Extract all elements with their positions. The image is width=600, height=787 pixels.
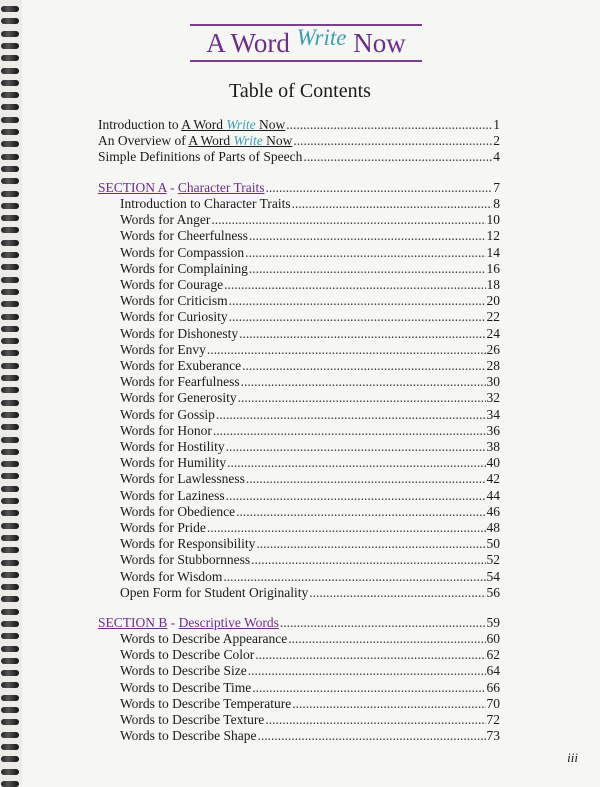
spiral-ring	[1, 670, 19, 676]
toc-page-number: 73	[486, 728, 500, 744]
spiral-ring	[1, 510, 19, 516]
spiral-ring	[1, 387, 19, 393]
toc-subentry[interactable]	[120, 228, 500, 244]
dot-leader	[249, 261, 486, 277]
spiral-ring	[1, 18, 19, 24]
brand-text-write: Write	[296, 25, 347, 50]
dot-leader	[258, 728, 486, 744]
toc-subentry[interactable]	[120, 585, 500, 601]
toc-subentry[interactable]	[120, 536, 500, 552]
spiral-ring	[1, 252, 19, 258]
section-prefix: SECTION A	[98, 180, 167, 195]
spiral-ring	[1, 191, 19, 197]
spiral-ring	[1, 473, 19, 479]
toc-subentry[interactable]	[120, 277, 500, 293]
spiral-ring	[1, 719, 19, 725]
spiral-ring	[1, 707, 19, 713]
dot-leader	[256, 536, 485, 552]
dot-leader	[216, 407, 486, 423]
toc-subentry[interactable]	[120, 488, 500, 504]
brand-logo	[190, 27, 422, 61]
toc-subentry[interactable]	[120, 326, 500, 342]
dot-leader	[223, 569, 485, 585]
toc-entry-label: Simple Definitions of Parts of Speech	[98, 149, 303, 164]
page-number: iii	[567, 750, 578, 765]
spiral-ring	[1, 646, 19, 652]
dot-leader	[252, 680, 485, 696]
toc-subentry[interactable]	[120, 647, 500, 663]
dot-leader	[292, 696, 485, 712]
spiral-ring	[1, 412, 19, 418]
spiral-ring	[1, 682, 19, 688]
dot-leader	[226, 488, 486, 504]
toc-entry-label: Words for Dishonesty	[120, 325, 239, 341]
toc-page-number: 52	[486, 552, 500, 568]
toc-page-number: 56	[486, 584, 500, 600]
toc-entry-label: Words for Honor	[120, 422, 212, 438]
toc-subentry[interactable]	[120, 631, 500, 647]
toc-page-number: 70	[486, 695, 500, 711]
spiral-ring	[1, 178, 19, 184]
toc-subentry[interactable]	[120, 569, 500, 585]
dot-leader	[229, 293, 486, 309]
header-rule-bottom	[190, 60, 422, 62]
spiral-ring	[1, 117, 19, 123]
toc-subentry[interactable]	[120, 196, 500, 212]
toc-subentry[interactable]	[120, 455, 500, 471]
spiral-ring	[1, 277, 19, 283]
toc-page-number: 38	[486, 439, 500, 454]
toc-page-number: 32	[486, 390, 500, 406]
toc-subentry[interactable]	[120, 663, 500, 679]
spiral-ring	[1, 166, 19, 172]
spiral-ring	[1, 461, 19, 467]
spiral-ring	[1, 141, 19, 147]
spiral-ring	[1, 227, 19, 233]
spiral-ring	[1, 363, 19, 369]
toc-entry-label: Words for Obedience	[120, 503, 236, 519]
spiral-ring	[1, 535, 19, 541]
dot-leader	[238, 390, 486, 406]
spiral-ring	[1, 633, 19, 639]
toc-entry-label: Words to Describe Appearance	[120, 631, 288, 646]
toc-page-number: 7	[493, 180, 500, 195]
toc-page-number: 12	[486, 228, 500, 244]
dot-leader	[239, 326, 485, 342]
dot-leader	[266, 180, 493, 196]
toc-entry-label: Words for Exuberance	[120, 358, 242, 373]
toc-subentry[interactable]	[120, 423, 500, 439]
dot-leader	[242, 358, 485, 374]
spiral-ring	[1, 203, 19, 209]
spiral-ring	[1, 31, 19, 37]
toc-subentry[interactable]	[120, 374, 500, 390]
toc-entry-label: Words for Envy	[120, 341, 206, 357]
toc-subentry[interactable]	[120, 358, 500, 374]
spiral-ring	[1, 744, 19, 750]
spiral-ring	[1, 55, 19, 61]
toc-entry-label: Words for Humility	[120, 455, 227, 471]
spiral-ring	[1, 424, 19, 430]
toc-page-number: 34	[486, 406, 500, 422]
page-title: Table of Contents	[229, 80, 371, 102]
spiral-ring	[1, 68, 19, 74]
dot-leader	[265, 712, 485, 728]
spiral-ring	[1, 338, 19, 344]
spiral-ring	[1, 769, 19, 775]
spiral-ring	[1, 596, 19, 602]
spiral-ring	[1, 375, 19, 381]
spiral-ring	[1, 547, 19, 553]
spiral-ring	[1, 523, 19, 529]
toc-entry[interactable]	[98, 149, 500, 165]
dot-leader	[255, 647, 485, 663]
toc-page-number: 64	[486, 663, 500, 679]
brand-text-post: Now	[353, 28, 406, 58]
spiral-ring	[1, 6, 19, 12]
toc-entry-label: Words to Describe Texture	[120, 712, 265, 727]
dot-leader	[241, 374, 486, 390]
dot-leader	[245, 245, 485, 261]
spiral-ring	[1, 498, 19, 504]
toc-entry[interactable]	[98, 133, 500, 149]
section-b-heading[interactable]	[98, 615, 500, 631]
toc-text: A Word	[181, 117, 227, 132]
spiral-ring	[1, 621, 19, 627]
toc-entry-label: Words for Anger	[120, 212, 211, 228]
toc-page-number: 18	[486, 277, 500, 292]
toc-page-number: 22	[486, 309, 500, 325]
toc-subentry[interactable]	[120, 504, 500, 520]
toc-text: An Overview of	[98, 133, 189, 148]
toc-subentry[interactable]	[120, 520, 500, 536]
spiral-ring	[1, 400, 19, 406]
spiral-ring	[1, 437, 19, 443]
dot-leader	[211, 212, 485, 228]
toc-page-number: 40	[486, 455, 500, 471]
toc-entry-label: Words for Complaining	[120, 260, 248, 276]
toc-subentry[interactable]	[120, 293, 500, 309]
toc-text: Now	[255, 117, 286, 132]
toc-entry-label: Words to Describe Size	[120, 663, 247, 679]
toc-subentry[interactable]	[120, 309, 500, 325]
dot-leader	[224, 277, 485, 293]
toc-text: Now	[262, 133, 293, 148]
section-separator: -	[167, 615, 179, 630]
dot-leader	[246, 471, 486, 487]
toc-entry-label: Words to Describe Temperature	[120, 695, 292, 711]
dot-leader	[248, 663, 486, 679]
toc-page-number: 2	[493, 133, 500, 148]
toc-page-number: 4	[493, 149, 500, 164]
spiral-binding	[0, 0, 22, 785]
toc-page-number: 44	[486, 487, 500, 503]
toc-entry-label: Words for Hostility	[120, 439, 225, 454]
dot-leader	[292, 196, 493, 212]
section-name: Character Traits	[177, 180, 265, 195]
dot-leader	[236, 504, 485, 520]
dot-leader	[213, 423, 486, 439]
spiral-ring	[1, 560, 19, 566]
toc-subentry[interactable]	[120, 552, 500, 568]
section-heading-label	[98, 615, 279, 631]
dot-leader	[207, 520, 486, 536]
toc-entry-label: Words for Compassion	[120, 244, 245, 260]
dot-leader	[293, 133, 492, 149]
toc-page-number: 26	[486, 341, 500, 357]
toc-subentry[interactable]	[120, 728, 500, 744]
toc-page-number: 28	[486, 358, 500, 373]
toc-entry-label: Words for Criticism	[120, 293, 228, 309]
spiral-ring	[1, 584, 19, 590]
spiral-ring	[1, 240, 19, 246]
toc-subentry[interactable]	[120, 390, 500, 406]
brand-header	[190, 24, 422, 62]
dot-leader	[251, 552, 485, 568]
spiral-ring	[1, 572, 19, 578]
toc-text: Introduction to	[98, 117, 182, 132]
spiral-ring	[1, 43, 19, 49]
toc-entry-label: Words for Laziness	[120, 487, 225, 503]
dot-leader	[249, 228, 486, 244]
spiral-ring	[1, 129, 19, 135]
section-name: Descriptive Words	[178, 615, 279, 630]
toc-subentry[interactable]	[120, 407, 500, 423]
toc-entry-label: Words for Fearfulness	[120, 374, 240, 390]
section-a-heading[interactable]	[98, 180, 500, 196]
book-title-link	[188, 133, 292, 148]
toc-page-number: 50	[486, 536, 500, 552]
toc-page-number: 72	[486, 712, 500, 727]
toc-page-number: 30	[486, 374, 500, 390]
toc-entry-label: Words for Generosity	[120, 390, 237, 406]
toc-page-number: 20	[486, 293, 500, 309]
toc-entry[interactable]	[98, 117, 500, 133]
toc-entry-label: Words to Describe Shape	[120, 728, 257, 744]
toc-text: Write	[233, 133, 263, 148]
toc-page-number: 59	[486, 615, 500, 630]
dot-leader	[288, 631, 485, 647]
spiral-ring	[1, 350, 19, 356]
dot-leader	[229, 309, 486, 325]
toc-page-number: 62	[486, 647, 500, 663]
toc-text: A Word	[188, 133, 234, 148]
toc-subentry[interactable]	[120, 712, 500, 728]
toc-entry-label: Words to Describe Time	[120, 679, 252, 695]
toc-entry-label: Words for Cheerfulness	[120, 228, 248, 244]
brand-text-pre: A Word	[206, 28, 290, 58]
spiral-ring	[1, 695, 19, 701]
spiral-ring	[1, 289, 19, 295]
toc-entry-label: Introduction to Character Traits	[120, 196, 291, 211]
toc-subentry[interactable]	[120, 342, 500, 358]
spiral-ring	[1, 658, 19, 664]
spiral-ring	[1, 756, 19, 762]
dot-leader	[226, 439, 486, 455]
toc-page-number: 14	[486, 244, 500, 260]
toc-page-number: 66	[486, 679, 500, 695]
toc-entry-label: Words for Courage	[120, 277, 224, 292]
toc-page-number: 8	[493, 196, 500, 211]
spiral-ring	[1, 314, 19, 320]
toc-entry-label: Words for Curiosity	[120, 309, 228, 325]
spiral-ring	[1, 301, 19, 307]
spiral-ring	[1, 732, 19, 738]
dot-leader	[309, 585, 485, 601]
toc-text: Write	[226, 117, 256, 132]
toc-page-number: 42	[486, 471, 500, 487]
spiral-ring	[1, 781, 19, 787]
toc-page-number: 10	[486, 212, 500, 228]
toc-entry-label: Open Form for Student Originality	[120, 584, 309, 600]
dot-leader	[227, 455, 485, 471]
section-heading-label	[98, 180, 265, 196]
book-title-link	[181, 117, 285, 132]
toc-entry-label: Words for Wisdom	[120, 568, 223, 584]
dot-leader	[207, 342, 486, 358]
spiral-ring	[1, 215, 19, 221]
toc-entry-label	[98, 133, 292, 149]
dot-leader	[303, 149, 492, 165]
toc-subentry[interactable]	[120, 471, 500, 487]
toc-subentry[interactable]	[120, 696, 500, 712]
toc-subentry[interactable]	[120, 261, 500, 277]
toc-page-number: 48	[486, 520, 500, 535]
spiral-ring	[1, 326, 19, 332]
toc-subentry[interactable]	[120, 680, 500, 696]
section-prefix: SECTION B	[98, 615, 168, 630]
spiral-ring	[1, 104, 19, 110]
spiral-ring	[1, 154, 19, 160]
toc-entry-label: Words for Lawlessness	[120, 471, 245, 487]
toc-page-number: 36	[486, 422, 500, 438]
toc-entry-label: Words to Describe Color	[120, 647, 255, 663]
toc-entry-label: Words for Pride	[120, 520, 206, 535]
toc-entry-label: Words for Gossip	[120, 406, 215, 422]
toc-entry-label	[98, 117, 285, 133]
spiral-ring	[1, 449, 19, 455]
toc-subentry[interactable]	[120, 212, 500, 228]
toc-subentry[interactable]	[120, 245, 500, 261]
toc-entry-label: Words for Stubbornness	[120, 552, 251, 568]
spiral-ring	[1, 264, 19, 270]
toc-entry-label: Words for Responsibility	[120, 536, 256, 552]
toc-page-number: 54	[486, 568, 500, 584]
toc-page-number: 60	[486, 631, 500, 646]
toc-page-number: 24	[486, 325, 500, 341]
section-separator: -	[166, 180, 178, 195]
spiral-ring	[1, 486, 19, 492]
toc-page-number: 46	[486, 503, 500, 519]
dot-leader	[280, 615, 486, 631]
toc-page-number: 16	[486, 260, 500, 276]
toc-subentry[interactable]	[120, 439, 500, 455]
spiral-ring	[1, 609, 19, 615]
toc-page-number: 1	[493, 117, 500, 132]
dot-leader	[286, 117, 492, 133]
